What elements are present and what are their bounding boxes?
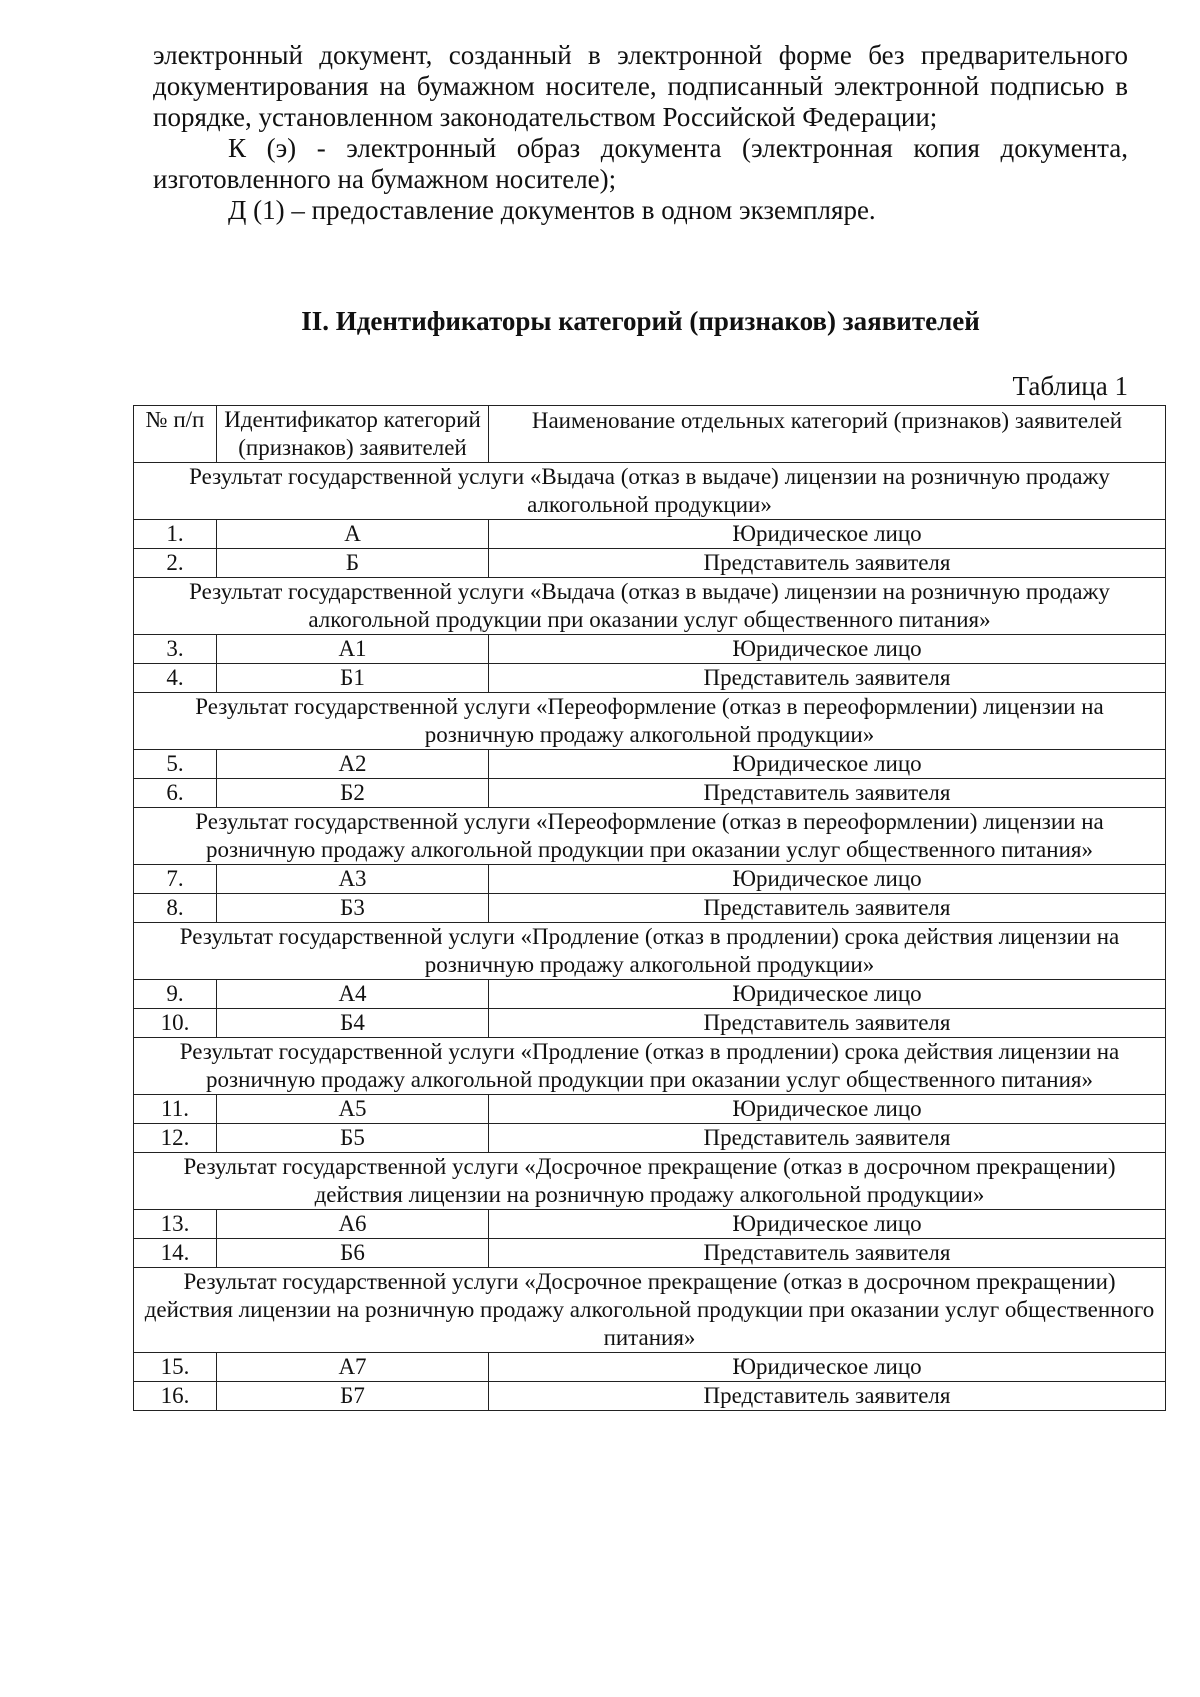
group-title: Результат государственной услуги «Досрочное прекращение (отказ в досрочном прекращении) действия лицензии на розничную продажу алкогольной продукции»: [134, 1153, 1166, 1210]
group-row: [134, 1038, 1166, 1095]
category-name: Юридическое лицо: [489, 520, 1166, 549]
row-number: 2.: [134, 549, 217, 578]
row-number: 12.: [134, 1124, 217, 1153]
group-row: [134, 693, 1166, 750]
row-number: 8.: [134, 894, 217, 923]
category-name: Представитель заявителя: [489, 664, 1166, 693]
category-identifier: Б4: [217, 1009, 489, 1038]
group-title: Результат государственной услуги «Выдача (отказ в выдаче) лицензии на розничную продажу алкогольной продукции»: [134, 463, 1166, 520]
category-name: Юридическое лицо: [489, 750, 1166, 779]
group-title: Результат государственной услуги «Досрочное прекращение (отказ в досрочном прекращении) действия лицензии на розничную продажу алкогольной продукции при оказании услуг общественного питания»: [134, 1268, 1166, 1353]
table-row: [134, 1009, 1166, 1038]
category-identifier: Б1: [217, 664, 489, 693]
row-number: 4.: [134, 664, 217, 693]
category-identifier: Б: [217, 549, 489, 578]
category-identifier: А1: [217, 635, 489, 664]
category-name: Юридическое лицо: [489, 1095, 1166, 1124]
category-name: Юридическое лицо: [489, 865, 1166, 894]
row-number: 14.: [134, 1239, 217, 1268]
category-identifier: А: [217, 520, 489, 549]
table-row: [134, 1239, 1166, 1268]
table-row: [134, 894, 1166, 923]
header-category-name: Наименование отдельных категорий (признаков) заявителей: [489, 406, 1166, 463]
table-row: [134, 1095, 1166, 1124]
table-row: [134, 549, 1166, 578]
table-caption: Таблица 1: [1012, 371, 1128, 401]
row-number: 9.: [134, 980, 217, 1009]
table-row: [134, 750, 1166, 779]
table-row: [134, 520, 1166, 549]
category-identifier: А4: [217, 980, 489, 1009]
table-row: [134, 664, 1166, 693]
row-number: 13.: [134, 1210, 217, 1239]
row-number: 1.: [134, 520, 217, 549]
categories-table: [133, 405, 1166, 1411]
group-title: Результат государственной услуги «Переоформление (отказ в переоформлении) лицензии на розничную продажу алкогольной продукции»: [134, 693, 1166, 750]
group-title: Результат государственной услуги «Продление (отказ в продлении) срока действия лицензии на розничную продажу алкогольной продукции»: [134, 923, 1166, 980]
group-row: [134, 923, 1166, 980]
group-title: Результат государственной услуги «Переоформление (отказ в переоформлении) лицензии на розничную продажу алкогольной продукции при оказании услуг общественного питания»: [134, 808, 1166, 865]
row-number: 16.: [134, 1382, 217, 1411]
section-title: II. Идентификаторы категорий (признаков) заявителей: [301, 306, 980, 336]
group-row: [134, 1268, 1166, 1353]
row-number: 3.: [134, 635, 217, 664]
category-name: Юридическое лицо: [489, 1210, 1166, 1239]
category-identifier: Б5: [217, 1124, 489, 1153]
table-header-row: [134, 406, 1166, 463]
group-row: [134, 808, 1166, 865]
category-identifier: А7: [217, 1353, 489, 1382]
group-row: [134, 1153, 1166, 1210]
row-number: 10.: [134, 1009, 217, 1038]
intro-paragraph-2: К (э) - электронный образ документа (электронная копия документа, изготовленного на бумажном носителе);: [153, 133, 1128, 194]
table-row: [134, 980, 1166, 1009]
category-name: Представитель заявителя: [489, 549, 1166, 578]
group-row: [134, 463, 1166, 520]
row-number: 11.: [134, 1095, 217, 1124]
category-identifier: Б3: [217, 894, 489, 923]
intro-paragraph-3: Д (1) – предоставление документов в одном экземпляре.: [228, 195, 876, 225]
intro-text: [153, 40, 1128, 226]
category-name: Представитель заявителя: [489, 1382, 1166, 1411]
row-number: 5.: [134, 750, 217, 779]
category-name: Представитель заявителя: [489, 894, 1166, 923]
table-row: [134, 1382, 1166, 1411]
row-number: 7.: [134, 865, 217, 894]
category-identifier: А2: [217, 750, 489, 779]
table-body: [134, 463, 1166, 1411]
table-row: [134, 1353, 1166, 1382]
category-identifier: Б6: [217, 1239, 489, 1268]
category-name: Представитель заявителя: [489, 779, 1166, 808]
category-identifier: Б2: [217, 779, 489, 808]
row-number: 15.: [134, 1353, 217, 1382]
group-title: Результат государственной услуги «Выдача (отказ в выдаче) лицензии на розничную продажу алкогольной продукции при оказании услуг общественного питания»: [134, 578, 1166, 635]
category-identifier: А5: [217, 1095, 489, 1124]
row-number: 6.: [134, 779, 217, 808]
group-row: [134, 578, 1166, 635]
category-name: Юридическое лицо: [489, 635, 1166, 664]
header-identifier: Идентификатор категорий (признаков) заявителей: [217, 406, 489, 463]
table-row: [134, 865, 1166, 894]
group-title: Результат государственной услуги «Продление (отказ в продлении) срока действия лицензии на розничную продажу алкогольной продукции при оказании услуг общественного питания»: [134, 1038, 1166, 1095]
category-identifier: А6: [217, 1210, 489, 1239]
category-name: Представитель заявителя: [489, 1009, 1166, 1038]
table-row: [134, 779, 1166, 808]
intro-paragraph-1: электронный документ, созданный в электронной форме без предварительного документирования на бумажном носителе, подписанный электронной подписью в порядке, установленном законодательством Российской Федерации;: [153, 40, 1128, 132]
category-identifier: А3: [217, 865, 489, 894]
category-name: Юридическое лицо: [489, 980, 1166, 1009]
category-identifier: Б7: [217, 1382, 489, 1411]
category-name: Представитель заявителя: [489, 1239, 1166, 1268]
table-row: [134, 1210, 1166, 1239]
table-row: [134, 635, 1166, 664]
category-name: Представитель заявителя: [489, 1124, 1166, 1153]
header-num: № п/п: [134, 406, 217, 463]
table-row: [134, 1124, 1166, 1153]
category-name: Юридическое лицо: [489, 1353, 1166, 1382]
